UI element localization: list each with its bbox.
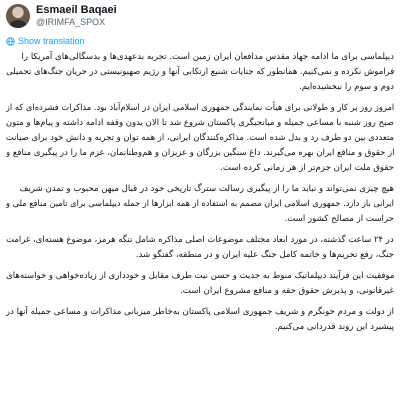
- tweet-paragraph: [6, 269, 394, 299]
- tweet-header: [6, 4, 394, 32]
- text-line: جنگ، رفع تحریم‌ها و خاتمه کامل جنگ علیه ایران و در منطقه، گفتگو شد.: [135, 250, 394, 260]
- show-translation-link[interactable]: [6, 36, 85, 46]
- globe-icon: [6, 37, 15, 46]
- tweet-paragraph: [6, 182, 394, 227]
- text-line: حقوق ملت ایران جزم‌تر از هر زمانی کرده است.: [220, 163, 394, 173]
- tweet-paragraph: [6, 101, 394, 176]
- text-line: در ۲۴ ساعت گذشته، در مورد ابعاد مختلف موضوعات اصلی مذاکره شامل تنگه هرمز، موضوع هسته‌ای، غرامت: [6, 235, 394, 245]
- text-line: موفقیت این فرآیند دیپلماتیک منوط به جدیت و حسن نیت طرف مقابل و خودداری از زیاده‌خواهی و خواسته‌های: [6, 271, 394, 281]
- text-line: غیرقانونی، و پذیرش حقوق حقه و منافع مشروع ایران است.: [180, 286, 394, 296]
- tweet-paragraph: [6, 305, 394, 335]
- author-handle[interactable]: @IRIMFA_SPOX: [36, 17, 106, 27]
- tweet-paragraph: [6, 233, 394, 263]
- text-line: صبح روز شنبه با مساعی جمیله و میانجیگری پاکستان شروع شد تا الان بدون وقفه ادامه داشته و پیام‌ها و متون: [6, 118, 394, 128]
- text-line: پیشبرد این روند قدردانی می‌کنیم.: [274, 322, 394, 332]
- author-name[interactable]: Esmaeil Baqaei: [36, 4, 117, 16]
- show-translation-label[interactable]: Show translation: [18, 36, 85, 46]
- text-line: هیچ چیزی نمی‌تواند و نباید ما را از پیگیری رسالت سترگ تاریخی خود در قبال میهن محبوب و تمدن شریف: [19, 184, 394, 194]
- text-line: امروز روز پر کار و طولانی برای هیأت نمایندگی جمهوری اسلامی ایران در اسلام‌آباد بود. مذاکرات فشرده‌ای که از: [6, 103, 394, 113]
- text-line: حراست از مصالح کشور است.: [284, 214, 394, 224]
- author-info: [36, 4, 117, 28]
- text-line: ایرانی باز دارد. جمهوری اسلامی ایران مصمم به استفاده از همه ابزارها از جمله دیپلماسی برای تامین منافع ملی و: [6, 199, 394, 209]
- text-line: دوم و سوم را نبخشیده‌ایم.: [299, 82, 394, 92]
- avatar[interactable]: [6, 4, 30, 28]
- text-line: فراموش نکرده و نمی‌کنیم. همانطور که جنایات شنیع ارتکابی آنها و رژیم صهیونیستی در جریان جنگ‌های تحمیلی: [6, 67, 394, 77]
- tweet-paragraph: [6, 50, 394, 95]
- tweet-text: [6, 50, 394, 341]
- text-line: دیپلماسی برای ما ادامه جهاد مقدس مدافعان ایران زمین است. تجربه بدعهدی‌ها و بدسگالی‌های آمریکا را: [21, 52, 394, 62]
- text-line: از حقوق و منافع ایران بهره می‌گیرند. داغ سنگین بزرگان و عزیزان و هم‌وطنانمان، عزم ما را در پیگیری منافع و: [6, 148, 394, 158]
- text-line: از دولت و مردم خونگرم و شریف جمهوری اسلامی پاکستان به‌خاطر میزبانی مذاکرات و مساعی جمیله آنها در: [6, 307, 394, 317]
- text-line: متعددی بین دو طرف رد و بدل شده است. مذاکره‌کنندگان ایرانی، از همه توان و تجربه و دانش خود برای صیانت: [6, 133, 394, 143]
